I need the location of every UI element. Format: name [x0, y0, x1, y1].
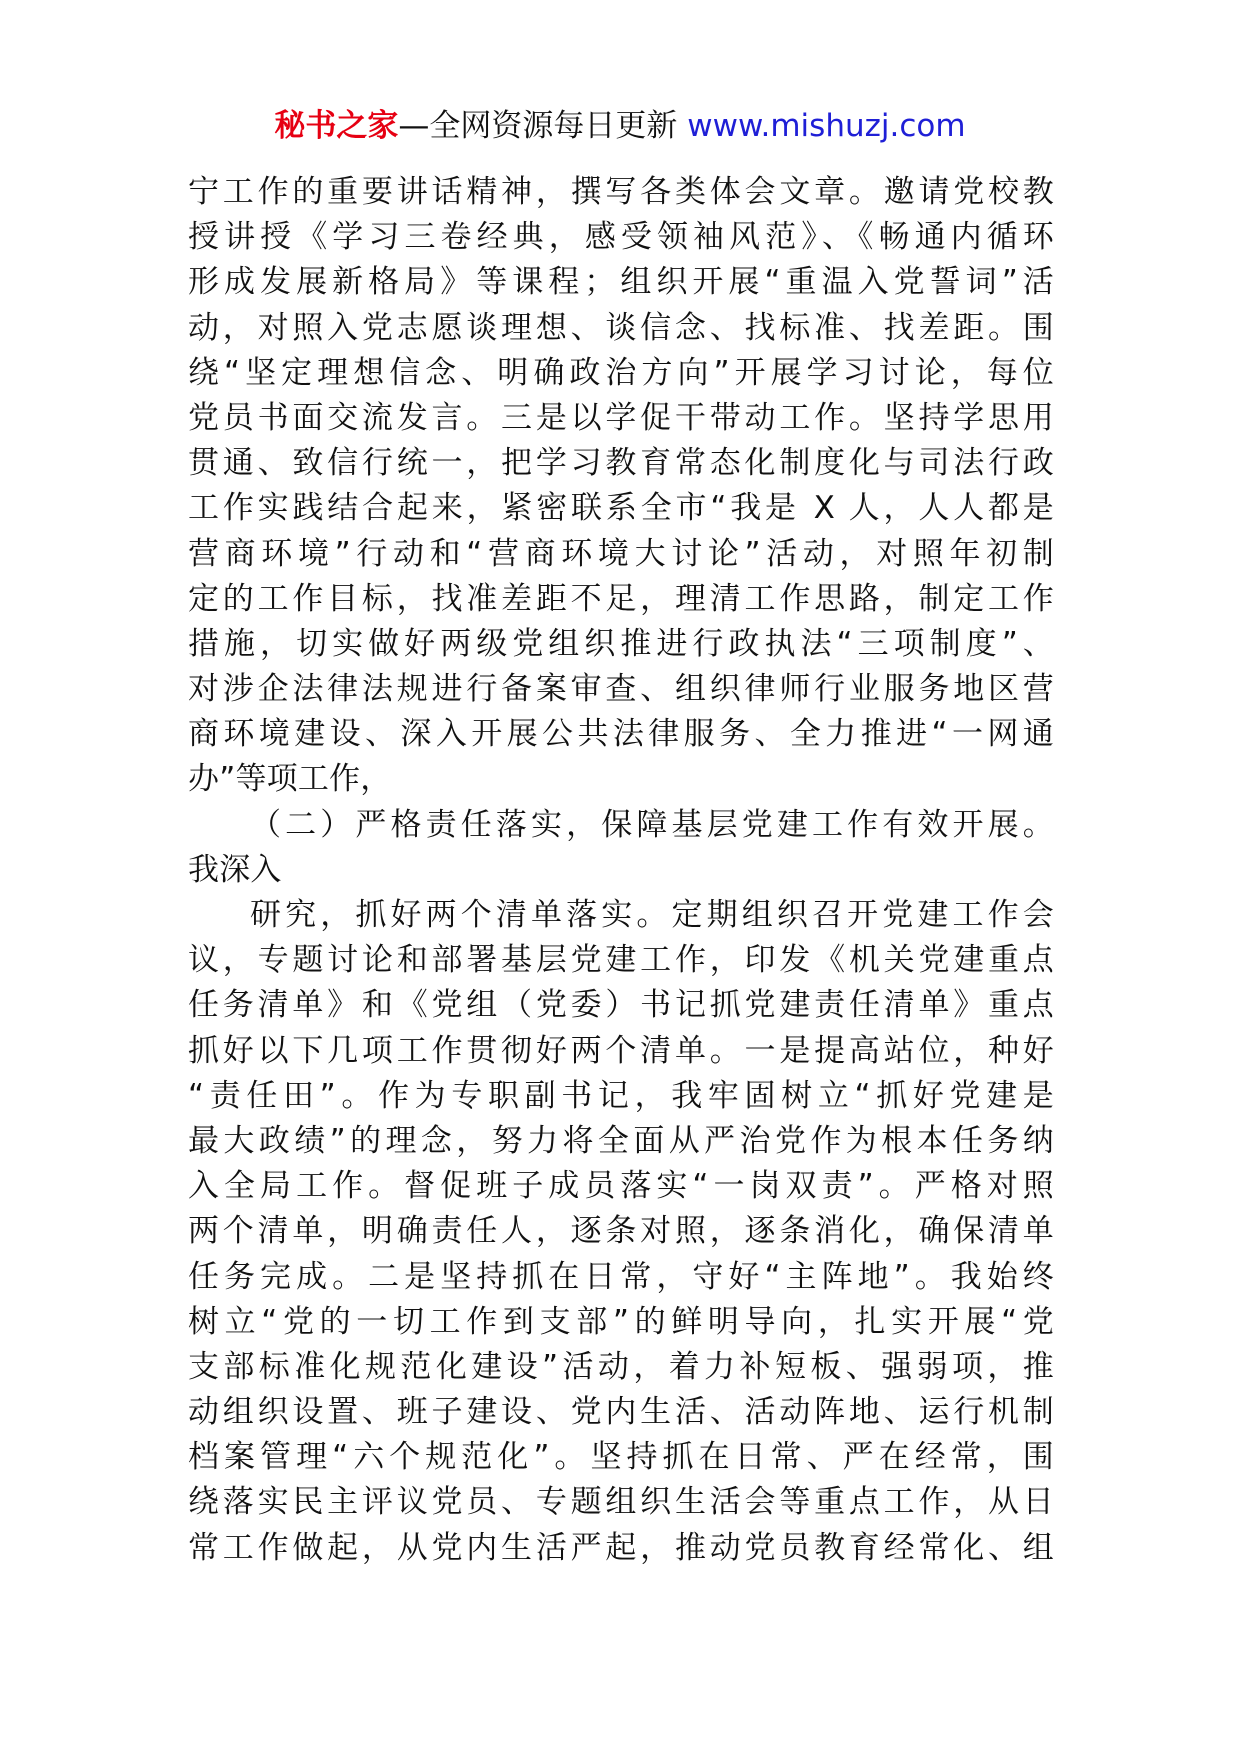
site-slogan: —全网资源每日更新	[398, 108, 678, 144]
text-line: 树立“党的一切工作到支部”的鲜明导向，扎实开展“党	[188, 1303, 1054, 1340]
text-line: 常工作做起，从党内生活严起，推动党员教育经常化、组	[188, 1529, 1054, 1566]
text-line: 定的工作目标，找准差距不足，理清工作思路，制定工作	[188, 580, 1054, 617]
text-line: 任务清单》和《党组（党委）书记抓党建责任清单》重点	[188, 987, 1054, 1024]
text-line: 措施，切实做好两级党组织推进行政执法“三项制度”、	[188, 625, 1054, 662]
text-line: 任务完成。二是坚持抓在日常，守好“主阵地”。我始终	[188, 1258, 1054, 1295]
text-line: 动组织设置、班子建设、党内生活、活动阵地、运行机制	[188, 1394, 1054, 1431]
text-line: （二）严格责任落实，保障基层党建工作有效开展。	[250, 806, 1054, 843]
text-line: 党员书面交流发言。三是以学促干带动工作。坚持学思用	[188, 399, 1054, 436]
site-brand: 秘书之家	[274, 108, 399, 144]
text-line: 议，专题讨论和部署基层党建工作，印发《机关党建重点	[188, 942, 1054, 979]
document-body	[188, 170, 1054, 1571]
text-line: 档案管理“六个规范化”。坚持抓在日常、严在经常，围	[188, 1439, 1054, 1476]
text-line: 形成发展新格局》等课程；组织开展“重温入党誓词”活	[188, 264, 1054, 301]
text-line: 我深入	[188, 851, 282, 888]
text-line: 支部标准化规范化建设”活动，着力补短板、强弱项，推	[188, 1348, 1054, 1385]
text-line: 两个清单，明确责任人，逐条对照，逐条消化，确保清单	[188, 1213, 1054, 1250]
text-line: 绕“坚定理想信念、明确政治方向”开展学习讨论，每位	[188, 354, 1054, 391]
text-line: 商环境建设、深入开展公共法律服务、全力推进“一网通	[188, 716, 1054, 753]
text-line: 贯通、致信行统一，把学习教育常态化制度化与司法行政	[188, 445, 1054, 482]
text-line: 工作实践结合起来，紧密联系全市“我是 X 人，人人都是	[188, 490, 1054, 527]
text-line: 研究，抓好两个清单落实。定期组织召开党建工作会	[250, 897, 1054, 933]
text-line: 最大政绩”的理念，努力将全面从严治党作为根本任务纳	[188, 1122, 1054, 1159]
text-line: 对涉企法律法规进行备案审查、组织律师行业服务地区营	[188, 671, 1054, 708]
text-line: 绕落实民主评议党员、专题组织生活会等重点工作，从日	[188, 1484, 1054, 1521]
text-line: 入全局工作。督促班子成员落实“一岗双责”。严格对照	[188, 1168, 1054, 1205]
site-header	[0, 106, 1240, 146]
text-line: 授讲授《学习三卷经典，感受领袖风范》、《畅通内循环	[188, 219, 1054, 256]
text-line: 动，对照入党志愿谈理想、谈信念、找标准、找差距。围	[188, 309, 1054, 346]
text-line: 抓好以下几项工作贯彻好两个清单。一是提高站位，种好	[188, 1032, 1054, 1069]
site-url-link[interactable]: www.mishuzj.com	[687, 108, 966, 144]
text-line: 营商环境”行动和“营商环境大讨论”活动，对照年初制	[188, 535, 1054, 572]
text-line: 办”等项工作，	[188, 761, 392, 798]
text-line: “责任田”。作为专职副书记，我牢固树立“抓好党建是	[188, 1077, 1054, 1114]
text-line: 宁工作的重要讲话精神，撰写各类体会文章。邀请党校教	[188, 174, 1054, 210]
